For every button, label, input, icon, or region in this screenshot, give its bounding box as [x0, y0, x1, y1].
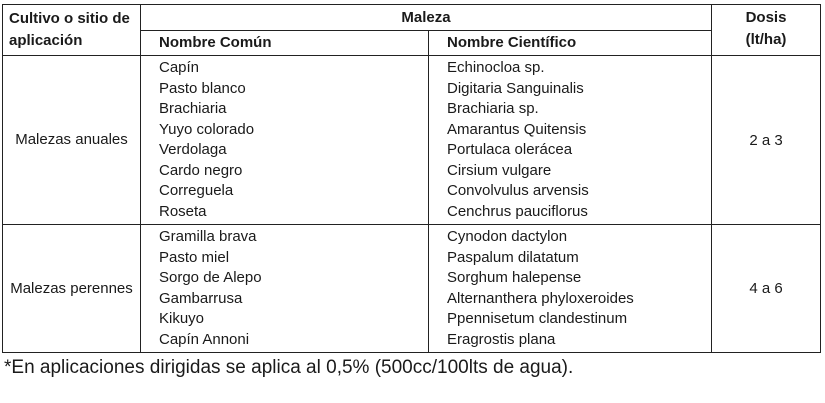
common-name: Gramilla brava — [159, 228, 257, 245]
common-name-list-annual — [141, 56, 429, 225]
scientific-name-list-annual — [429, 56, 712, 225]
header-scientific-name: Nombre Científico — [429, 30, 712, 56]
scientific-name: Cynodon dactylon — [447, 228, 568, 245]
table-row-annual — [3, 56, 821, 225]
header-application-site: Cultivo o sitio de aplicación — [3, 5, 141, 56]
footnote: *En aplicaciones dirigidas se aplica al 0,5% (500cc/100lts de agua). — [4, 357, 574, 378]
table-row-perennial — [3, 225, 821, 353]
dose-annual: 2 a 3 — [712, 56, 821, 225]
common-name: Brachiaria — [159, 100, 227, 117]
common-name: Cardo negro — [159, 161, 243, 179]
scientific-name: Amarantus Quitensis — [447, 120, 587, 138]
common-name: Gambarrusa — [159, 289, 243, 307]
group-name-annual: Malezas anuales — [3, 56, 141, 225]
common-name: Pasto miel — [159, 248, 230, 266]
common-name: Roseta — [159, 202, 207, 220]
common-name: Verdolaga — [159, 141, 227, 158]
scientific-name: Sorghum halepense — [447, 269, 582, 286]
common-name: Kikuyo — [159, 310, 205, 327]
scientific-name: Cenchrus pauciflorus — [447, 202, 588, 220]
header-weed-group: Maleza — [141, 5, 712, 31]
weed-dosage-table — [2, 4, 821, 353]
scientific-name: Cirsium vulgare — [447, 161, 552, 179]
header-dose-unit: (lt/ha) — [745, 31, 787, 48]
scientific-name: Ppennisetum clandestinum — [447, 310, 628, 327]
header-row-1 — [3, 5, 821, 31]
scientific-name: Convolvulus arvensis — [447, 182, 589, 199]
scientific-name: Paspalum dilatatum — [447, 248, 579, 266]
dose-perennial: 4 a 6 — [712, 225, 821, 353]
scientific-name: Eragrostis plana — [447, 330, 556, 348]
scientific-name: Digitaria Sanguinalis — [447, 79, 584, 97]
common-name: Sorgo de Alepo — [159, 269, 262, 286]
common-name-list-perennial — [141, 225, 429, 353]
weed-table-container — [2, 4, 820, 353]
scientific-name: Brachiaria sp. — [447, 100, 539, 117]
scientific-name: Portulaca olerácea — [447, 141, 573, 158]
common-name: Correguela — [159, 182, 234, 199]
scientific-name: Alternanthera phyloxeroides — [447, 289, 634, 307]
common-name: Capín — [159, 59, 200, 76]
common-name: Capín Annoni — [159, 330, 250, 348]
scientific-name-list-perennial — [429, 225, 712, 353]
header-dose-label: Dosis — [745, 9, 787, 26]
group-name-perennial: Malezas perennes — [3, 225, 141, 353]
common-name: Pasto blanco — [159, 79, 246, 97]
header-common-name: Nombre Común — [141, 30, 429, 56]
header-dose — [712, 5, 821, 56]
common-name: Yuyo colorado — [159, 120, 255, 138]
scientific-name: Echinocloa sp. — [447, 59, 545, 76]
